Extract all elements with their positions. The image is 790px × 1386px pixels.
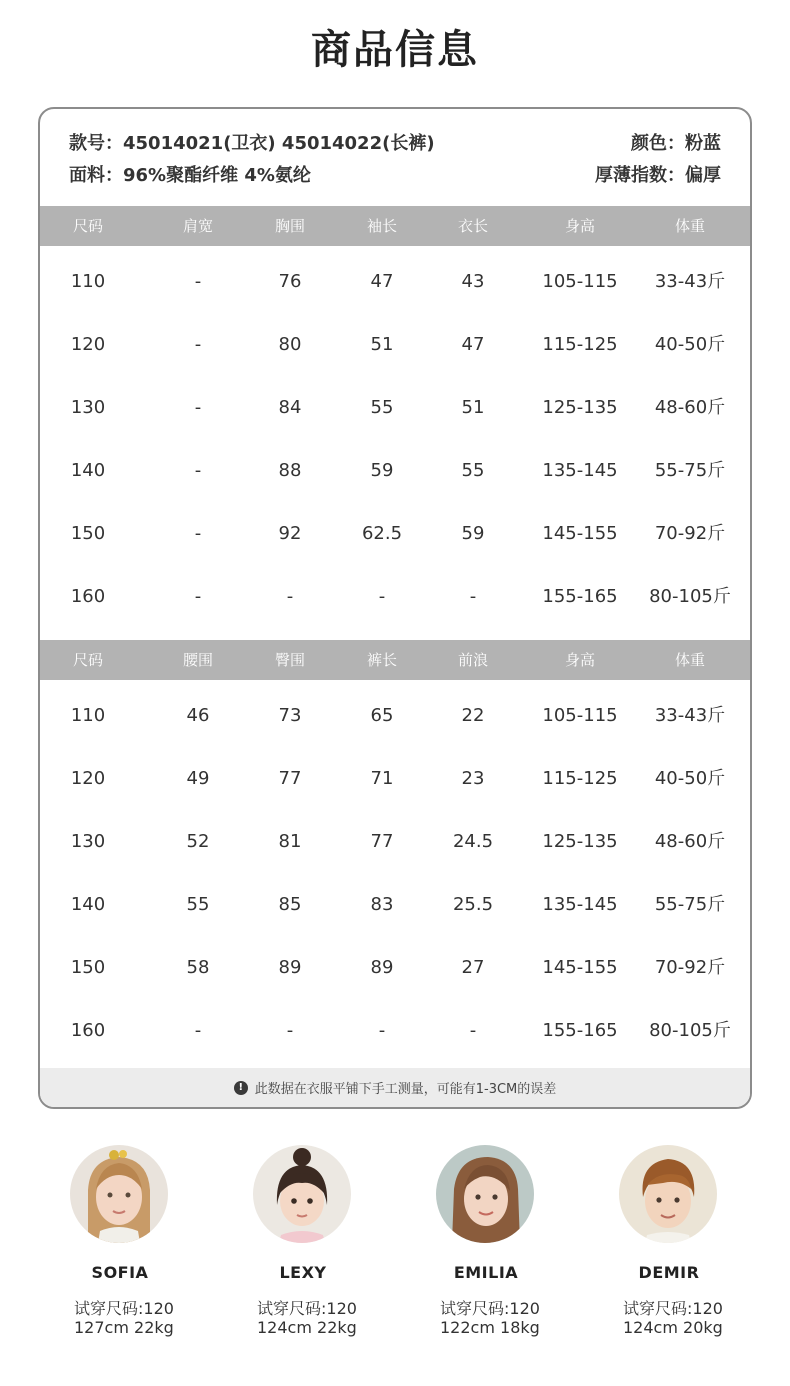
size-chart-card [38, 107, 752, 1109]
table-cell: 48-60斤 [654, 831, 726, 852]
table-cell: 89 [278, 957, 302, 978]
table-cell: 47 [461, 334, 485, 355]
table-cell: 52 [186, 831, 210, 852]
table-cell: 62.5 [361, 523, 403, 544]
table-cell: 130 [70, 831, 106, 852]
table-cell: 160 [70, 1020, 106, 1041]
table-cell: 48-60斤 [654, 397, 726, 418]
table-cell: 43 [461, 271, 485, 292]
table-row [40, 577, 750, 617]
table-cell: - [194, 1020, 202, 1041]
header-cell: 前浪 [457, 651, 488, 669]
boy-portrait-icon [619, 1145, 717, 1243]
table-row [40, 885, 750, 925]
table-cell: 58 [186, 957, 210, 978]
exclamation-icon: ! [234, 1081, 248, 1095]
table-cell: 80-105斤 [649, 586, 731, 607]
top-table-header [40, 206, 750, 246]
table-cell: 77 [370, 831, 394, 852]
table-cell: 140 [70, 894, 106, 915]
header-cell: 身高 [564, 651, 595, 669]
table-cell: - [194, 460, 202, 481]
table-cell: 92 [278, 523, 302, 544]
table-cell: - [194, 334, 202, 355]
header-cell: 肩宽 [182, 217, 213, 235]
table-row [40, 759, 750, 799]
table-cell: 115-125 [542, 768, 618, 789]
table-row [40, 1011, 750, 1051]
note-text: 此数据在衣服平铺下手工测量，可能有1-3CM的误差 [254, 1082, 557, 1097]
table-cell: 59 [370, 460, 394, 481]
table-cell: 55-75斤 [654, 460, 726, 481]
product-info [40, 109, 750, 206]
table-cell: 88 [278, 460, 302, 481]
table-cell: - [194, 397, 202, 418]
model-name: EMILIA [453, 1263, 519, 1282]
table-cell: 55-75斤 [654, 894, 726, 915]
table-cell: 150 [70, 957, 106, 978]
header-cell: 臀围 [274, 651, 305, 669]
table-cell: 25.5 [452, 894, 494, 915]
table-cell: 27 [461, 957, 485, 978]
table-cell: 110 [70, 271, 106, 292]
model-size: 试穿尺码:120 [623, 1299, 723, 1318]
model-name: DEMIR [638, 1263, 700, 1282]
table-cell: 135-145 [542, 894, 618, 915]
model-stats: 127cm 22kg [74, 1318, 174, 1337]
table-cell: - [194, 586, 202, 607]
table-cell: 105-115 [542, 271, 618, 292]
table-cell: 65 [370, 705, 394, 726]
table-cell: 145-155 [542, 523, 618, 544]
table-cell: 40-50斤 [654, 334, 726, 355]
table-cell: 51 [370, 334, 394, 355]
header-cell: 体重 [674, 651, 705, 669]
table-cell: 49 [186, 768, 210, 789]
table-cell: 80-105斤 [649, 1020, 731, 1041]
table-row [40, 514, 750, 554]
table-cell: 120 [70, 768, 106, 789]
table-cell: 89 [370, 957, 394, 978]
model-photo [70, 1145, 168, 1243]
table-row [40, 451, 750, 491]
fabric: 面料：96%聚酯纤维 4%氨纶 [69, 165, 311, 186]
model-name: LEXY [279, 1263, 327, 1282]
header-cell: 腰围 [182, 651, 213, 669]
table-cell: 110 [70, 705, 106, 726]
table-cell: 84 [278, 397, 302, 418]
table-row [40, 822, 750, 862]
table-cell: 22 [461, 705, 485, 726]
header-cell: 体重 [674, 217, 705, 235]
girl-portrait-icon [70, 1145, 168, 1243]
model-size: 试穿尺码:120 [74, 1299, 174, 1318]
table-cell: 70-92斤 [654, 523, 726, 544]
header-cell: 身高 [564, 217, 595, 235]
thickness: 厚薄指数：偏厚 [595, 165, 721, 186]
table-cell: 46 [186, 705, 210, 726]
table-cell: - [194, 523, 202, 544]
table-cell: 120 [70, 334, 106, 355]
table-cell: 135-145 [542, 460, 618, 481]
table-cell: 80 [278, 334, 302, 355]
measurement-note [40, 1068, 750, 1107]
table-row [40, 388, 750, 428]
table-cell: 55 [186, 894, 210, 915]
model-size: 试穿尺码:120 [440, 1299, 540, 1318]
table-cell: 73 [278, 705, 302, 726]
header-cell: 尺码 [72, 217, 103, 235]
table-row [40, 262, 750, 302]
table-row [40, 325, 750, 365]
table-cell: - [286, 1020, 294, 1041]
table-cell: 83 [370, 894, 394, 915]
table-cell: 115-125 [542, 334, 618, 355]
table-cell: - [286, 586, 294, 607]
color: 颜色：粉蓝 [631, 133, 721, 154]
table-cell: 76 [278, 271, 302, 292]
model-photo [619, 1145, 717, 1243]
model-stats: 124cm 22kg [257, 1318, 357, 1337]
table-cell: 81 [278, 831, 302, 852]
table-cell: 160 [70, 586, 106, 607]
table-cell: 155-165 [542, 586, 618, 607]
table-cell: 130 [70, 397, 106, 418]
table-cell: 40-50斤 [654, 768, 726, 789]
table-cell: 105-115 [542, 705, 618, 726]
table-cell: - [194, 271, 202, 292]
header-cell: 衣长 [457, 217, 488, 235]
table-cell: 55 [461, 460, 485, 481]
table-cell: 47 [370, 271, 394, 292]
table-cell: 33-43斤 [654, 271, 726, 292]
header-cell: 袖长 [366, 217, 397, 235]
table-cell: - [469, 1020, 477, 1041]
table-cell: 145-155 [542, 957, 618, 978]
table-cell: 150 [70, 523, 106, 544]
table-cell: 51 [461, 397, 485, 418]
table-cell: 71 [370, 768, 394, 789]
table-cell: 23 [461, 768, 485, 789]
girl-portrait-icon [436, 1145, 534, 1243]
table-cell: 155-165 [542, 1020, 618, 1041]
table-cell: - [378, 1020, 386, 1041]
table-cell: 77 [278, 768, 302, 789]
page-title: 商品信息 [311, 27, 479, 73]
girl-portrait-icon [253, 1145, 351, 1243]
table-cell: - [469, 586, 477, 607]
header-cell: 裤长 [366, 651, 397, 669]
model-stats: 124cm 20kg [623, 1318, 723, 1337]
table-cell: 24.5 [452, 831, 494, 852]
model-photo [436, 1145, 534, 1243]
table-row [40, 696, 750, 736]
table-cell: 140 [70, 460, 106, 481]
table-cell: 55 [370, 397, 394, 418]
header-cell: 胸围 [274, 217, 305, 235]
model-name: SOFIA [91, 1263, 149, 1282]
bottom-table-header [40, 640, 750, 680]
model-size: 试穿尺码:120 [257, 1299, 357, 1318]
table-cell: 70-92斤 [654, 957, 726, 978]
model-photo [253, 1145, 351, 1243]
table-cell: 125-135 [542, 397, 618, 418]
model-stats: 122cm 18kg [440, 1318, 540, 1337]
table-cell: - [378, 586, 386, 607]
table-cell: 59 [461, 523, 485, 544]
table-cell: 125-135 [542, 831, 618, 852]
table-row [40, 948, 750, 988]
header-cell: 尺码 [72, 651, 103, 669]
table-cell: 33-43斤 [654, 705, 726, 726]
table-cell: 85 [278, 894, 302, 915]
style-number: 款号：45014021(卫衣) 45014022(长裤) [69, 133, 435, 154]
